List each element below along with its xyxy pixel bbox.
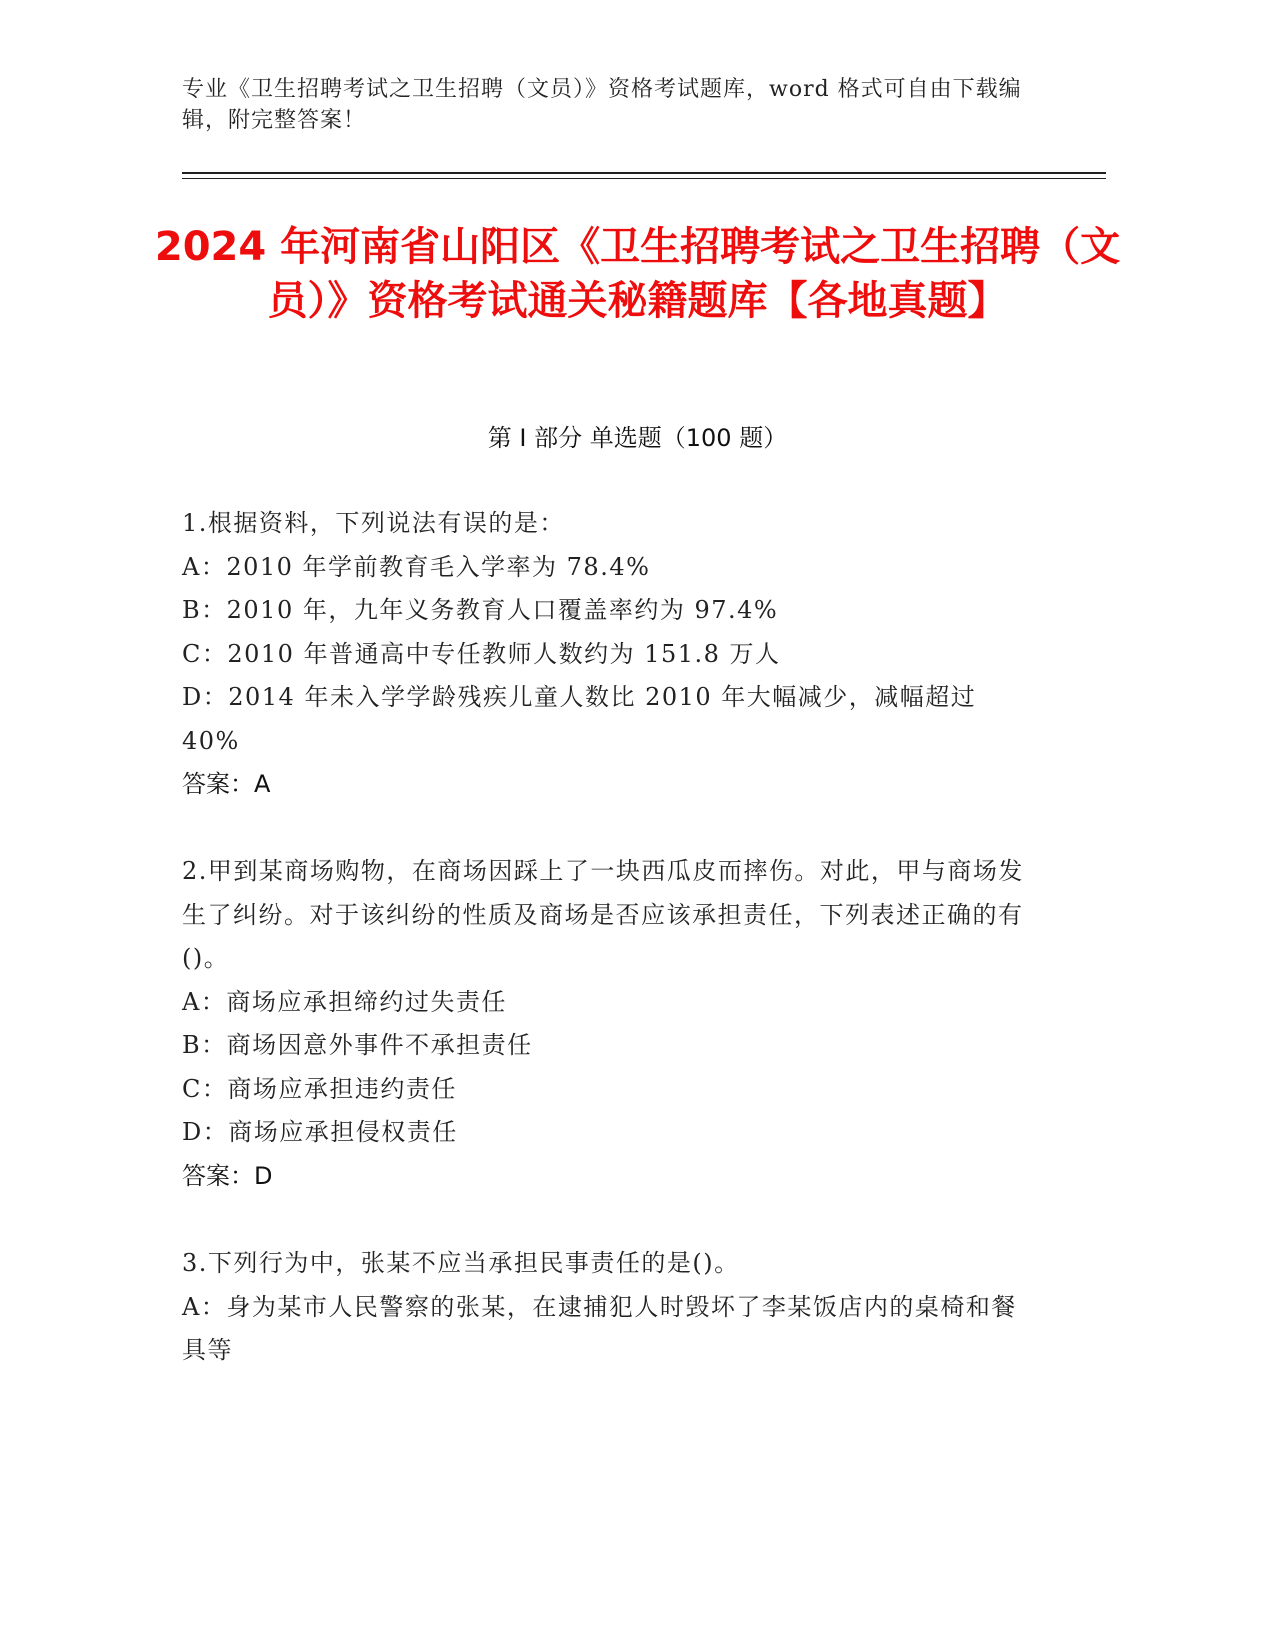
option-a: A：2010 年学前教育毛入学率为 78.4% bbox=[182, 552, 651, 581]
section-heading: 第 I 部分 单选题（100 题） bbox=[487, 424, 788, 452]
answer-line bbox=[182, 1155, 1042, 1199]
question-3 bbox=[182, 1242, 1042, 1373]
option-c: C：商场应承担违约责任 bbox=[182, 1074, 457, 1103]
header-divider-thick bbox=[182, 172, 1106, 174]
option-a: A：商场应承担缔约过失责任 bbox=[182, 987, 507, 1016]
option-d: D：2014 年未入学学龄残疾儿童人数比 2010 年大幅减少，减幅超过 40% bbox=[182, 683, 977, 755]
answer-label: 答案： bbox=[182, 770, 254, 798]
question-1 bbox=[182, 502, 1042, 807]
answer-line bbox=[182, 763, 1042, 807]
question-stem: 1.根据资料，下列说法有误的是： bbox=[182, 509, 565, 537]
option-b: B：2010 年，九年义务教育人口覆盖率约为 97.4% bbox=[182, 596, 779, 624]
question-stem: 3.下列行为中，张某不应当承担民事责任的是()。 bbox=[182, 1249, 740, 1277]
document-title: 2024 年河南省山阳区《卫生招聘考试之卫生招聘（文员）》资格考试通关秘籍题库【各地真题】 bbox=[154, 224, 1121, 324]
option-a: A：身为某市人民警察的张某，在逮捕犯人时毁坏了李某饭店内的桌椅和餐具等 bbox=[182, 1292, 1017, 1364]
header-divider-thin bbox=[182, 178, 1106, 179]
answer-value: D bbox=[254, 1161, 273, 1190]
question-stem: 2.甲到某商场购物，在商场因踩上了一块西瓜皮而摔伤。对此，甲与商场发生了纠纷。对于该纠纷的性质及商场是否应该承担责任，下列表述正确的有()。 bbox=[182, 857, 1024, 972]
option-c: C：2010 年普通高中专任教师人数约为 151.8 万人 bbox=[182, 639, 781, 668]
answer-label: 答案： bbox=[182, 1161, 254, 1190]
option-d: D：商场应承担侵权责任 bbox=[182, 1118, 458, 1146]
header-note: 专业《卫生招聘考试之卫生招聘（文员）》资格考试题库，word 格式可自由下载编辑，附完整答案！ bbox=[182, 77, 1022, 133]
question-2 bbox=[182, 850, 1042, 1198]
answer-value: A bbox=[254, 770, 271, 798]
option-b: B：商场因意外事件不承担责任 bbox=[182, 1031, 533, 1059]
